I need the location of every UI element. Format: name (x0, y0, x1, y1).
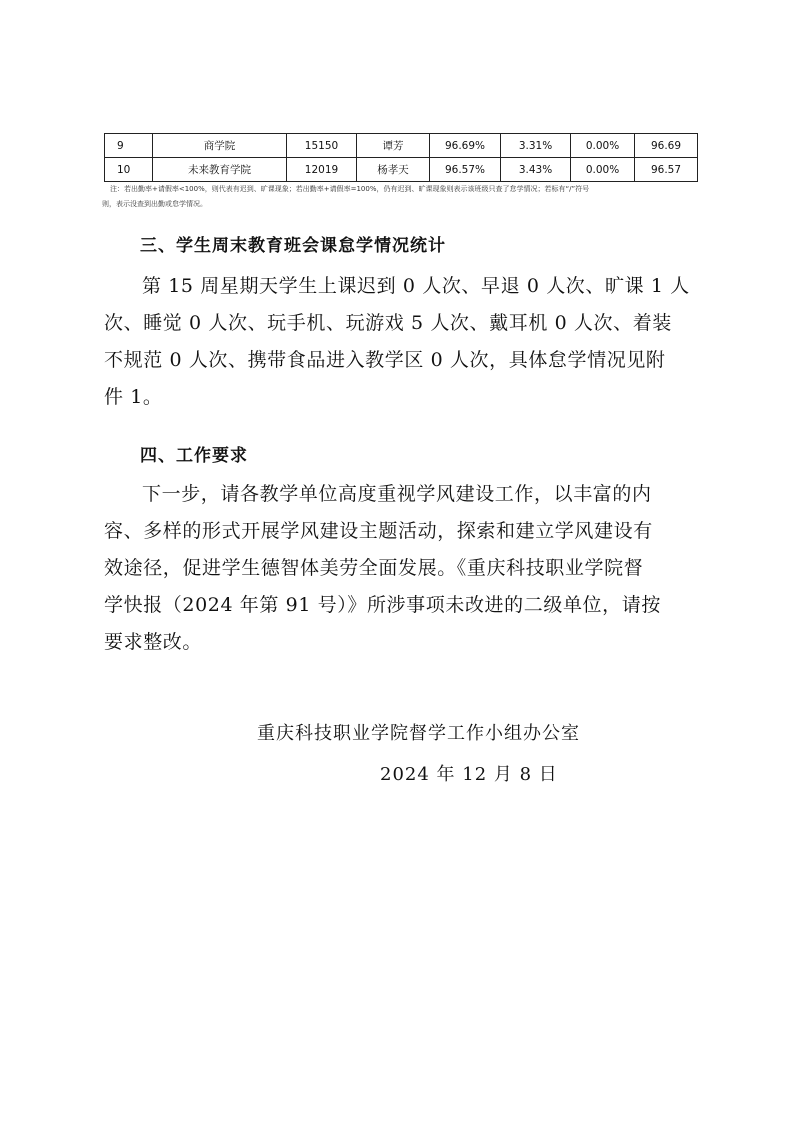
paragraph-line: 第 15 周星期天学生上课迟到 0 人次、早退 0 人次、旷课 1 人 (142, 275, 690, 297)
college-name: 商学院 (153, 134, 287, 158)
college-name: 未来教育学院 (153, 158, 287, 182)
paragraph-line: 件 1。 (104, 386, 163, 408)
row-number: 9 (105, 134, 153, 158)
score: 96.69 (635, 134, 698, 158)
section-4-paragraph (104, 476, 696, 661)
table-row (105, 134, 698, 158)
table-row (105, 158, 698, 182)
table-note-line-2: 则，表示没查到出勤或怠学情况。 (102, 200, 207, 208)
paragraph-line: 要求整改。 (104, 631, 203, 653)
table-note (102, 182, 700, 212)
paragraph-line: 效途径，促进学生德智体美劳全面发展。《重庆科技职业学院督 (104, 557, 644, 579)
responsible-person: 杨孝天 (357, 158, 430, 182)
row-number: 10 (105, 158, 153, 182)
paragraph-line: 不规范 0 人次、携带食品进入教学区 0 人次，具体怠学情况见附 (104, 349, 666, 371)
issuing-office: 重庆科技职业学院督学工作小组办公室 (257, 723, 580, 744)
section-3-paragraph (104, 268, 696, 416)
paragraph-line: 下一步，请各教学单位高度重视学风建设工作，以丰富的内 (142, 483, 652, 505)
score: 96.57 (635, 158, 698, 182)
leave-rate: 3.31% (501, 134, 571, 158)
responsible-person: 谭芳 (357, 134, 430, 158)
attendance-rate: 96.57% (430, 158, 501, 182)
section-4-heading: 四、工作要求 (140, 446, 248, 466)
attendance-table (104, 133, 698, 182)
student-count: 12019 (287, 158, 357, 182)
paragraph-line: 学快报（2024 年第 91 号）》所涉事项未改进的二级单位，请按 (104, 594, 661, 616)
section-3-heading: 三、学生周末教育班会课怠学情况统计 (140, 236, 446, 256)
attendance-rate: 96.69% (430, 134, 501, 158)
paragraph-line: 次、睡觉 0 人次、玩手机、玩游戏 5 人次、戴耳机 0 人次、着装 (104, 312, 672, 334)
absence-rate: 0.00% (571, 134, 635, 158)
absence-rate: 0.00% (571, 158, 635, 182)
student-count: 15150 (287, 134, 357, 158)
table-note-line-1: 注：若出勤率+请假率<100%，则代表有迟到、旷课现象；若出勤率+请假率=100%，仍有迟到、旷课现象则表示该班级只查了怠学情况；若标有“/”符号 (110, 185, 590, 193)
leave-rate: 3.43% (501, 158, 571, 182)
issue-date: 2024 年 12 月 8 日 (380, 764, 558, 785)
paragraph-line: 容、多样的形式开展学风建设主题活动，探索和建立学风建设有 (104, 520, 653, 542)
